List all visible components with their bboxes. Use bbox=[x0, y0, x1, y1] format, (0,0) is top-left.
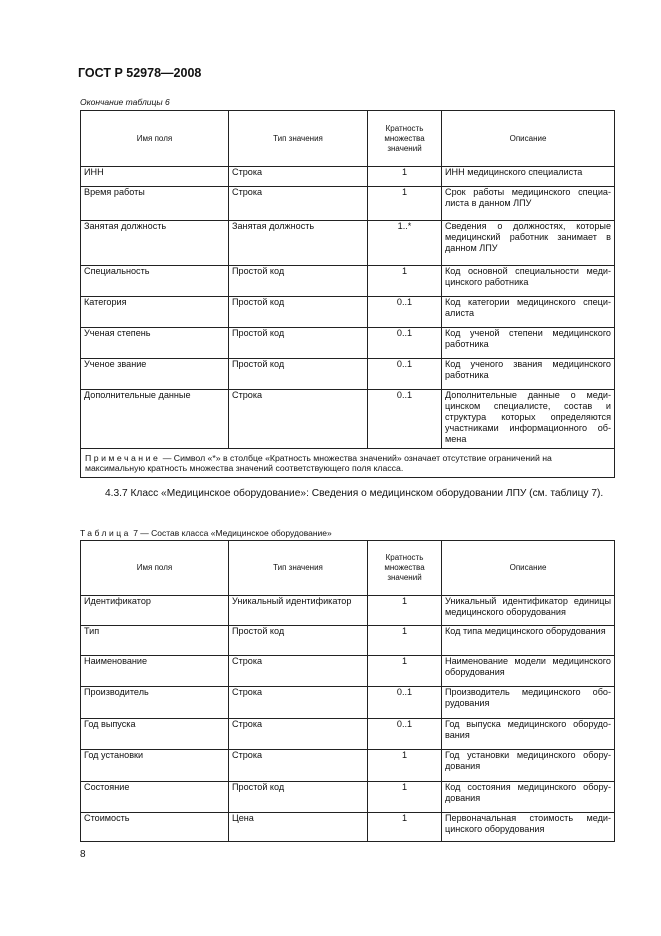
cell-description: Срок работы медицинского специалиста в данном ЛПУ bbox=[442, 187, 615, 221]
column-header: Кратность множества значений bbox=[368, 111, 442, 167]
column-header: Имя поля bbox=[81, 111, 229, 167]
cell-description: Код состояния медицинского оборудования bbox=[442, 782, 615, 813]
cell-type: Строка bbox=[229, 750, 368, 782]
cell-description: Год выпуска медицинского оборудования bbox=[442, 719, 615, 750]
cell-name: Год выпуска bbox=[81, 719, 229, 750]
column-header: Описание bbox=[442, 541, 615, 596]
table-row bbox=[81, 328, 615, 359]
cell-description: Код ученой степени медицинского работника bbox=[442, 328, 615, 359]
column-header: Кратность множества значений bbox=[368, 541, 442, 596]
table-header-row bbox=[81, 541, 615, 596]
cell-name: Идентификатор bbox=[81, 596, 229, 626]
cell-multiplicity: 0..1 bbox=[368, 390, 442, 449]
cell-type: Уникальный идентификатор bbox=[229, 596, 368, 626]
section-paragraph: 4.3.7 Класс «Медицинское оборудование»: Сведения о медицинском оборудовании ЛПУ (см. таблицу 7). bbox=[105, 488, 604, 499]
cell-description: Код типа медицинского оборудования bbox=[442, 626, 615, 656]
table-row bbox=[81, 221, 615, 266]
cell-type: Строка bbox=[229, 390, 368, 449]
page-number: 8 bbox=[80, 849, 86, 860]
cell-type: Простой код bbox=[229, 266, 368, 297]
document-header: ГОСТ Р 52978—2008 bbox=[78, 66, 202, 80]
column-header: Тип значения bbox=[229, 111, 368, 167]
table-row bbox=[81, 626, 615, 656]
cell-type: Простой код bbox=[229, 328, 368, 359]
table-row bbox=[81, 359, 615, 390]
cell-multiplicity: 1 bbox=[368, 167, 442, 187]
table-row bbox=[81, 596, 615, 626]
cell-multiplicity: 1 bbox=[368, 750, 442, 782]
cell-type: Строка bbox=[229, 719, 368, 750]
cell-description: Код категории медицинского специалиста bbox=[442, 297, 615, 328]
cell-multiplicity: 1 bbox=[368, 596, 442, 626]
cell-description: Код ученого звания медицинского работника bbox=[442, 359, 615, 390]
table-row bbox=[81, 266, 615, 297]
cell-name: Занятая должность bbox=[81, 221, 229, 266]
cell-type: Простой код bbox=[229, 626, 368, 656]
cell-name: Ученое звание bbox=[81, 359, 229, 390]
table-row bbox=[81, 187, 615, 221]
table-header-row bbox=[81, 111, 615, 167]
cell-multiplicity: 1 bbox=[368, 187, 442, 221]
cell-description: Год установки медицинского оборудования bbox=[442, 750, 615, 782]
cell-type: Цена bbox=[229, 813, 368, 842]
cell-type: Строка bbox=[229, 187, 368, 221]
cell-description: Дополнительные данные о медицинском специалисте, состав и структура которых определяются участниками информационного обмена bbox=[442, 390, 615, 449]
cell-description: Первоначальная стоимость медицинского оборудования bbox=[442, 813, 615, 842]
table-row bbox=[81, 656, 615, 687]
cell-name: ИНН bbox=[81, 167, 229, 187]
cell-description: Уникальный идентификатор единицы медицинского оборудования bbox=[442, 596, 615, 626]
table-row bbox=[81, 687, 615, 719]
column-header: Имя поля bbox=[81, 541, 229, 596]
cell-description: Сведения о должностях, которые медицинский работник занимает в данном ЛПУ bbox=[442, 221, 615, 266]
cell-type: Строка bbox=[229, 167, 368, 187]
table-row bbox=[81, 167, 615, 187]
column-header: Тип значения bbox=[229, 541, 368, 596]
cell-description: ИНН медицинского специалиста bbox=[442, 167, 615, 187]
cell-type: Занятая должность bbox=[229, 221, 368, 266]
table-note-row bbox=[81, 449, 615, 478]
cell-type: Строка bbox=[229, 656, 368, 687]
cell-multiplicity: 0..1 bbox=[368, 297, 442, 328]
cell-name: Специальность bbox=[81, 266, 229, 297]
cell-name: Дополнительные данные bbox=[81, 390, 229, 449]
cell-name: Состояние bbox=[81, 782, 229, 813]
cell-multiplicity: 1 bbox=[368, 813, 442, 842]
table7-caption bbox=[80, 528, 332, 538]
caption-text: 7 — Состав класса «Медицинское оборудование» bbox=[130, 528, 332, 538]
table-7 bbox=[80, 540, 615, 842]
table-row bbox=[81, 750, 615, 782]
cell-multiplicity: 0..1 bbox=[368, 687, 442, 719]
cell-name: Категория bbox=[81, 297, 229, 328]
cell-description: Наименование модели медицинского оборудования bbox=[442, 656, 615, 687]
cell-multiplicity: 1 bbox=[368, 656, 442, 687]
cell-name: Производитель bbox=[81, 687, 229, 719]
cell-multiplicity: 0..1 bbox=[368, 328, 442, 359]
table6-caption: Окончание таблицы 6 bbox=[80, 97, 170, 107]
cell-name: Ученая степень bbox=[81, 328, 229, 359]
note-label: Примечание bbox=[85, 453, 161, 463]
cell-type: Простой код bbox=[229, 359, 368, 390]
table-row bbox=[81, 782, 615, 813]
cell-multiplicity: 1 bbox=[368, 626, 442, 656]
column-header: Описание bbox=[442, 111, 615, 167]
cell-name: Наименование bbox=[81, 656, 229, 687]
cell-name: Тип bbox=[81, 626, 229, 656]
cell-type: Строка bbox=[229, 687, 368, 719]
table-row bbox=[81, 297, 615, 328]
cell-type: Простой код bbox=[229, 782, 368, 813]
table-row bbox=[81, 813, 615, 842]
caption-label: Таблица bbox=[80, 528, 131, 538]
cell-type: Простой код bbox=[229, 297, 368, 328]
cell-description: Производитель медицинского оборудования bbox=[442, 687, 615, 719]
table-6 bbox=[80, 110, 615, 478]
cell-name: Год установки bbox=[81, 750, 229, 782]
table-row bbox=[81, 390, 615, 449]
cell-description: Код основной специальности медицинского работника bbox=[442, 266, 615, 297]
table-note bbox=[81, 449, 615, 478]
cell-multiplicity: 1 bbox=[368, 266, 442, 297]
note-text: — Символ «*» в столбце «Кратность множества значений» означает отсутствие ограничений на максимальную кратность множества значений соответствующего поля класса. bbox=[85, 453, 552, 473]
cell-multiplicity: 1..* bbox=[368, 221, 442, 266]
cell-multiplicity: 1 bbox=[368, 782, 442, 813]
cell-name: Время работы bbox=[81, 187, 229, 221]
cell-name: Стоимость bbox=[81, 813, 229, 842]
table-row bbox=[81, 719, 615, 750]
cell-multiplicity: 0..1 bbox=[368, 719, 442, 750]
cell-multiplicity: 0..1 bbox=[368, 359, 442, 390]
